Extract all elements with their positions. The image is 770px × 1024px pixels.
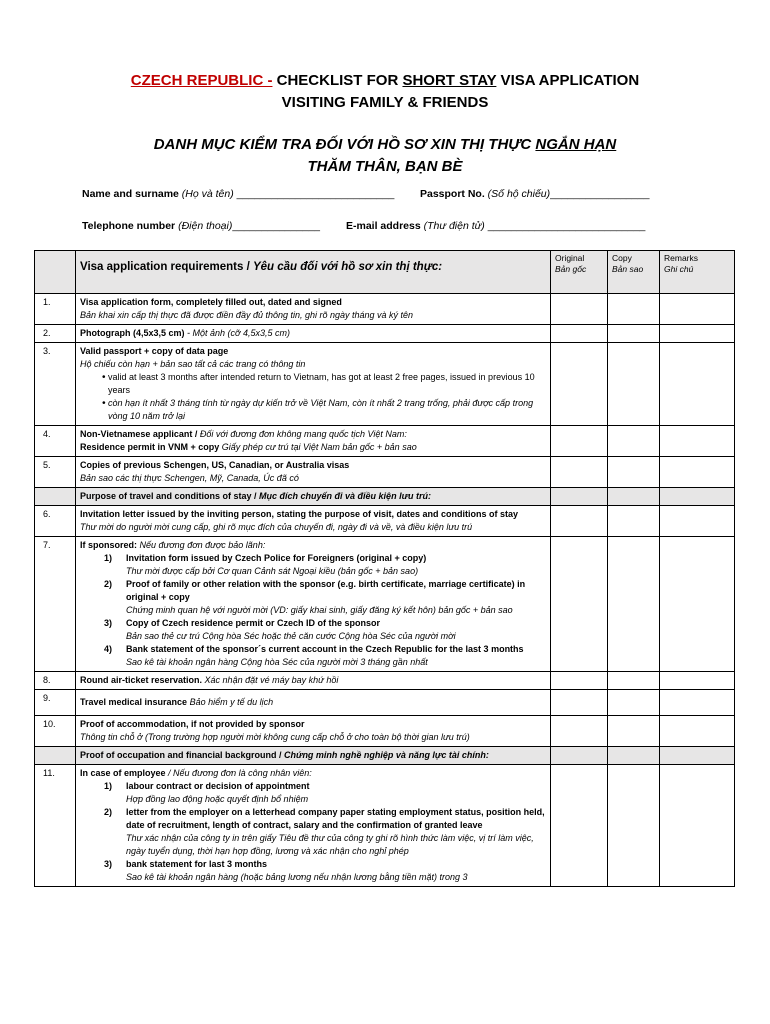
row-number: 7. xyxy=(35,537,76,672)
req-en: Photograph (4,5x3,5 cm) xyxy=(80,328,185,338)
bullet-item-vn: • còn hạn ít nhất 3 tháng tính từ ngày dự kiến trở về Việt Nam, còn ít nhất 2 trang trống, phải được cấp trong vòng 10 năm trở lại xyxy=(80,397,546,423)
req-vn: Bản khai xin cấp thị thực đã được điền đầy đủ thông tin, ghi rõ ngày tháng và ký tên xyxy=(80,310,414,320)
sub-vn: Chứng minh quan hệ với người mời (VD: giấy khai sinh, giấy đăng ký kết hôn) bản gốc + bản sao xyxy=(126,605,513,615)
section-vn: Mục đích chuyến đi và điều kiện lưu trú: xyxy=(259,491,431,501)
table-row xyxy=(35,325,735,343)
table-row xyxy=(35,457,735,488)
table-row xyxy=(35,294,735,325)
section-cell xyxy=(608,488,660,506)
vn-title-line-1 xyxy=(0,136,770,153)
sub-num: 2) xyxy=(104,807,113,817)
header-original xyxy=(551,251,608,294)
section-row-purpose xyxy=(35,488,735,506)
sub-en: Proof of family or other relation with the sponsor (e.g. birth certificate, marriage certificate) in original + copy xyxy=(126,579,526,602)
req-en: Valid passport + copy of data page xyxy=(80,346,229,356)
copy-checkbox-cell[interactable] xyxy=(608,690,660,716)
sub-en: labour contract or decision of appointment xyxy=(126,781,310,791)
col-remarks-vn: Ghi chú xyxy=(664,264,694,274)
req-en-2: Residence permit in VNM + copy xyxy=(80,442,220,452)
sub-num: 3) xyxy=(104,618,113,628)
sub-en: letter from the employer on a letterhead company paper stating employment status, position held, date of recruitment, length of contract, salary and the confirmation of granted leave xyxy=(126,807,545,830)
req-en: Proof of accommodation, if not provided by sponsor xyxy=(80,719,305,729)
row-number: 4. xyxy=(35,426,76,457)
copy-checkbox-cell[interactable] xyxy=(608,537,660,672)
passport-label: Passport No. xyxy=(420,188,485,200)
sub-vn: Bản sao thẻ cư trú Cộng hòa Séc hoặc thẻ căn cước Cộng hòa Séc của người mời xyxy=(126,631,456,641)
table-row xyxy=(35,690,735,716)
sub-vn: Sao kê tài khoản ngân hàng (hoặc bảng lương nếu nhận lương bằng tiền mặt) trong 3 xyxy=(126,872,468,882)
remarks-cell[interactable] xyxy=(660,672,735,690)
sub-vn: Thư mời được cấp bởi Cơ quan Cảnh sát Ngoại kiều (bản gốc + bản sao) xyxy=(126,566,419,576)
sub-num: 4) xyxy=(104,644,113,654)
remarks-cell[interactable] xyxy=(660,457,735,488)
sub-en: Bank statement of the sponsor´s current account in the Czech Republic for the last 3 months xyxy=(126,644,524,654)
email-blank: ___________________________ xyxy=(487,220,646,232)
req-en: Invitation letter issued by the inviting person, stating the purpose of visit, dates and conditions of stay xyxy=(80,509,519,519)
row-requirement xyxy=(76,294,551,325)
title-underlined: SHORT STAY xyxy=(402,72,497,89)
original-checkbox-cell[interactable] xyxy=(551,343,608,426)
table-row xyxy=(35,537,735,672)
req-vn: Bản sao các thị thực Schengen, Mỹ, Canada, Úc đã có xyxy=(80,473,299,483)
copy-checkbox-cell[interactable] xyxy=(608,716,660,747)
req-vn: Thông tin chỗ ở (Trong trường hợp người mời không cung cấp chỗ ở cho toàn bộ thời gian lưu trú) xyxy=(80,732,470,742)
sub-num: 1) xyxy=(104,553,113,563)
vn-title-text: DANH MỤC KIỂM TRA ĐỐI VỚI HỒ SƠ XIN THỊ THỰC xyxy=(153,136,536,153)
passport-label-vn: (Số hộ chiếu) xyxy=(484,188,551,200)
original-checkbox-cell[interactable] xyxy=(551,426,608,457)
original-checkbox-cell[interactable] xyxy=(551,765,608,887)
sub-item xyxy=(80,858,546,871)
vn-title-underlined: NGẮN HẠN xyxy=(535,136,617,153)
row-requirement xyxy=(76,426,551,457)
req-vn: / Nếu đương đơn là công nhân viên: xyxy=(165,768,312,778)
header-num-cell xyxy=(35,251,76,294)
original-checkbox-cell[interactable] xyxy=(551,716,608,747)
remarks-cell[interactable] xyxy=(660,537,735,672)
sub-item xyxy=(80,643,546,656)
req-en: If sponsored: xyxy=(80,540,138,550)
header-req-vn: Yêu cầu đối với hồ sơ xin thị thực: xyxy=(252,261,443,273)
row-number: 5. xyxy=(35,457,76,488)
copy-checkbox-cell[interactable] xyxy=(608,294,660,325)
section-cell xyxy=(551,747,608,765)
row-number: 1. xyxy=(35,294,76,325)
title-text: CHECKLIST FOR xyxy=(272,72,403,89)
section-cell xyxy=(551,488,608,506)
section-cell xyxy=(660,747,735,765)
header-requirements xyxy=(76,251,551,294)
sub-en: Invitation form issued by Czech Police for Foreigners (original + copy) xyxy=(126,553,427,563)
email-label: E-mail address xyxy=(346,220,421,232)
section-cell xyxy=(660,488,735,506)
email-label-vn: (Thư điện tử) xyxy=(420,220,488,232)
checklist-table xyxy=(34,250,735,887)
row-requirement xyxy=(76,457,551,488)
req-vn: Đối với đương đơn không mang quốc tịch Việt Nam: xyxy=(199,429,407,439)
copy-checkbox-cell[interactable] xyxy=(608,325,660,343)
header-copy xyxy=(608,251,660,294)
sub-num: 2) xyxy=(104,579,113,589)
vn-title-line-2: THĂM THÂN, BẠN BÈ xyxy=(307,158,463,175)
col-copy-en: Copy xyxy=(612,253,632,263)
section-vn: Chứng minh nghề nghiệp và năng lực tài chính: xyxy=(284,750,489,760)
req-en: Round air-ticket reservation. xyxy=(80,675,203,685)
email-field[interactable] xyxy=(346,220,645,232)
remarks-cell[interactable] xyxy=(660,426,735,457)
sub-vn: Sao kê tài khoản ngân hàng Cộng hòa Séc của người mời 3 tháng gần nhất xyxy=(126,657,428,667)
col-original-vn: Bản gốc xyxy=(555,264,587,274)
passport-blank: _________________ xyxy=(550,188,650,200)
name-blank: ___________________________ xyxy=(236,188,395,200)
section-cell xyxy=(608,747,660,765)
title-text-end: VISA APPLICATION xyxy=(496,72,640,89)
row-requirement xyxy=(76,537,551,672)
row-number: 8. xyxy=(35,672,76,690)
sub-item xyxy=(80,806,546,832)
row-requirement xyxy=(76,690,551,716)
remarks-cell[interactable] xyxy=(660,765,735,887)
section-en: Proof of occupation and financial background / xyxy=(80,750,285,760)
row-requirement xyxy=(76,343,551,426)
country-name: CZECH REPUBLIC - xyxy=(130,72,273,89)
phone-label-vn: (Điện thoại) xyxy=(175,220,233,232)
remarks-cell[interactable] xyxy=(660,506,735,537)
sub-num: 3) xyxy=(104,859,113,869)
row-number: 3. xyxy=(35,343,76,426)
copy-checkbox-cell[interactable] xyxy=(608,426,660,457)
original-checkbox-cell[interactable] xyxy=(551,690,608,716)
section-row-occupation xyxy=(35,747,735,765)
header-remarks xyxy=(660,251,735,294)
copy-checkbox-cell[interactable] xyxy=(608,343,660,426)
phone-field[interactable] xyxy=(82,220,320,232)
req-vn-2: Giấy phép cư trú tại Việt Nam bản gốc + bản sao xyxy=(219,442,417,452)
original-checkbox-cell[interactable] xyxy=(551,672,608,690)
header-req-en: Visa application requirements / xyxy=(80,261,253,273)
sub-item xyxy=(80,780,546,793)
row-number: 10. xyxy=(35,716,76,747)
req-en: Copies of previous Schengen, US, Canadian, or Australia visas xyxy=(80,460,350,470)
section-num-cell xyxy=(35,747,76,765)
col-original-en: Original xyxy=(555,253,585,263)
row-number: 9. xyxy=(35,690,76,716)
section-heading xyxy=(76,747,551,765)
table-row xyxy=(35,765,735,887)
copy-checkbox-cell[interactable] xyxy=(608,506,660,537)
sub-num: 1) xyxy=(104,781,113,791)
sub-item xyxy=(80,552,546,565)
table-header-row xyxy=(35,251,735,294)
original-checkbox-cell[interactable] xyxy=(551,537,608,672)
sub-en: Copy of Czech residence permit or Czech ID of the sponsor xyxy=(126,618,381,628)
remarks-cell[interactable] xyxy=(660,690,735,716)
sub-item xyxy=(80,617,546,630)
remarks-cell[interactable] xyxy=(660,716,735,747)
req-en: Travel medical insurance xyxy=(80,697,188,707)
bullet-item: • valid at least 3 months after intended return to Vietnam, has got at least 2 free pages, issued in previous 10 years xyxy=(80,371,546,397)
req-vn: Xác nhận đặt vé máy bay khứ hồi xyxy=(202,675,339,685)
req-vn: Thư mời do người mời cung cấp, ghi rõ mục đích của chuyến đi, ngày đi và về, và điều kiện lưu trú xyxy=(80,522,473,532)
row-requirement xyxy=(76,506,551,537)
req-en: Visa application form, completely filled out, dated and signed xyxy=(80,297,342,307)
copy-checkbox-cell[interactable] xyxy=(608,765,660,887)
row-number: 11. xyxy=(35,765,76,887)
req-vn: Hộ chiếu còn hạn + bản sao tất cả các trang có thông tin xyxy=(80,359,306,369)
req-vn: - Một ảnh (cỡ 4,5x3,5 cm) xyxy=(184,328,291,338)
section-en: Purpose of travel and conditions of stay / xyxy=(80,491,260,501)
remarks-cell[interactable] xyxy=(660,294,735,325)
section-heading xyxy=(76,488,551,506)
row-requirement xyxy=(76,325,551,343)
original-checkbox-cell[interactable] xyxy=(551,457,608,488)
sub-item xyxy=(80,578,546,604)
req-en: In case of employee xyxy=(80,768,166,778)
table-row xyxy=(35,343,735,426)
original-checkbox-cell[interactable] xyxy=(551,325,608,343)
title-line-1 xyxy=(0,72,770,89)
col-copy-vn: Bản sao xyxy=(612,264,644,274)
sub-vn: Thư xác nhận của công ty in trên giấy Tiêu đề thư của công ty ghi rõ hình thức làm việc, vị trí làm việc, ngày tuyển dụng, thời hạn hợp đồng, lương và xác nhận cho nghỉ phép xyxy=(126,833,534,856)
title-line-2: VISITING FAMILY & FRIENDS xyxy=(281,94,489,111)
req-vn: Nếu đương đơn được bảo lãnh: xyxy=(137,540,266,550)
original-checkbox-cell[interactable] xyxy=(551,506,608,537)
row-number: 6. xyxy=(35,506,76,537)
col-remarks-en: Remarks xyxy=(664,253,699,263)
sub-vn: Hợp đồng lao động hoặc quyết định bổ nhiệm xyxy=(126,794,309,804)
sub-en: bank statement for last 3 months xyxy=(126,859,268,869)
table-row xyxy=(35,672,735,690)
row-requirement xyxy=(76,672,551,690)
remarks-cell[interactable] xyxy=(660,325,735,343)
passport-field[interactable] xyxy=(420,188,649,200)
table-row xyxy=(35,426,735,457)
copy-checkbox-cell[interactable] xyxy=(608,457,660,488)
row-requirement xyxy=(76,716,551,747)
table-row xyxy=(35,716,735,747)
name-label: Name and surname xyxy=(82,188,179,200)
name-field[interactable] xyxy=(82,188,394,200)
name-label-vn: (Họ và tên) xyxy=(178,188,237,200)
copy-checkbox-cell[interactable] xyxy=(608,672,660,690)
remarks-cell[interactable] xyxy=(660,343,735,426)
req-en: Non-Vietnamese applicant / xyxy=(80,429,200,439)
row-number: 2. xyxy=(35,325,76,343)
table-row xyxy=(35,506,735,537)
phone-label: Telephone number xyxy=(82,220,176,232)
row-requirement xyxy=(76,765,551,887)
req-vn: Bảo hiểm y tế du lịch xyxy=(187,697,274,707)
phone-blank: _______________ xyxy=(232,220,320,232)
section-num-cell xyxy=(35,488,76,506)
original-checkbox-cell[interactable] xyxy=(551,294,608,325)
